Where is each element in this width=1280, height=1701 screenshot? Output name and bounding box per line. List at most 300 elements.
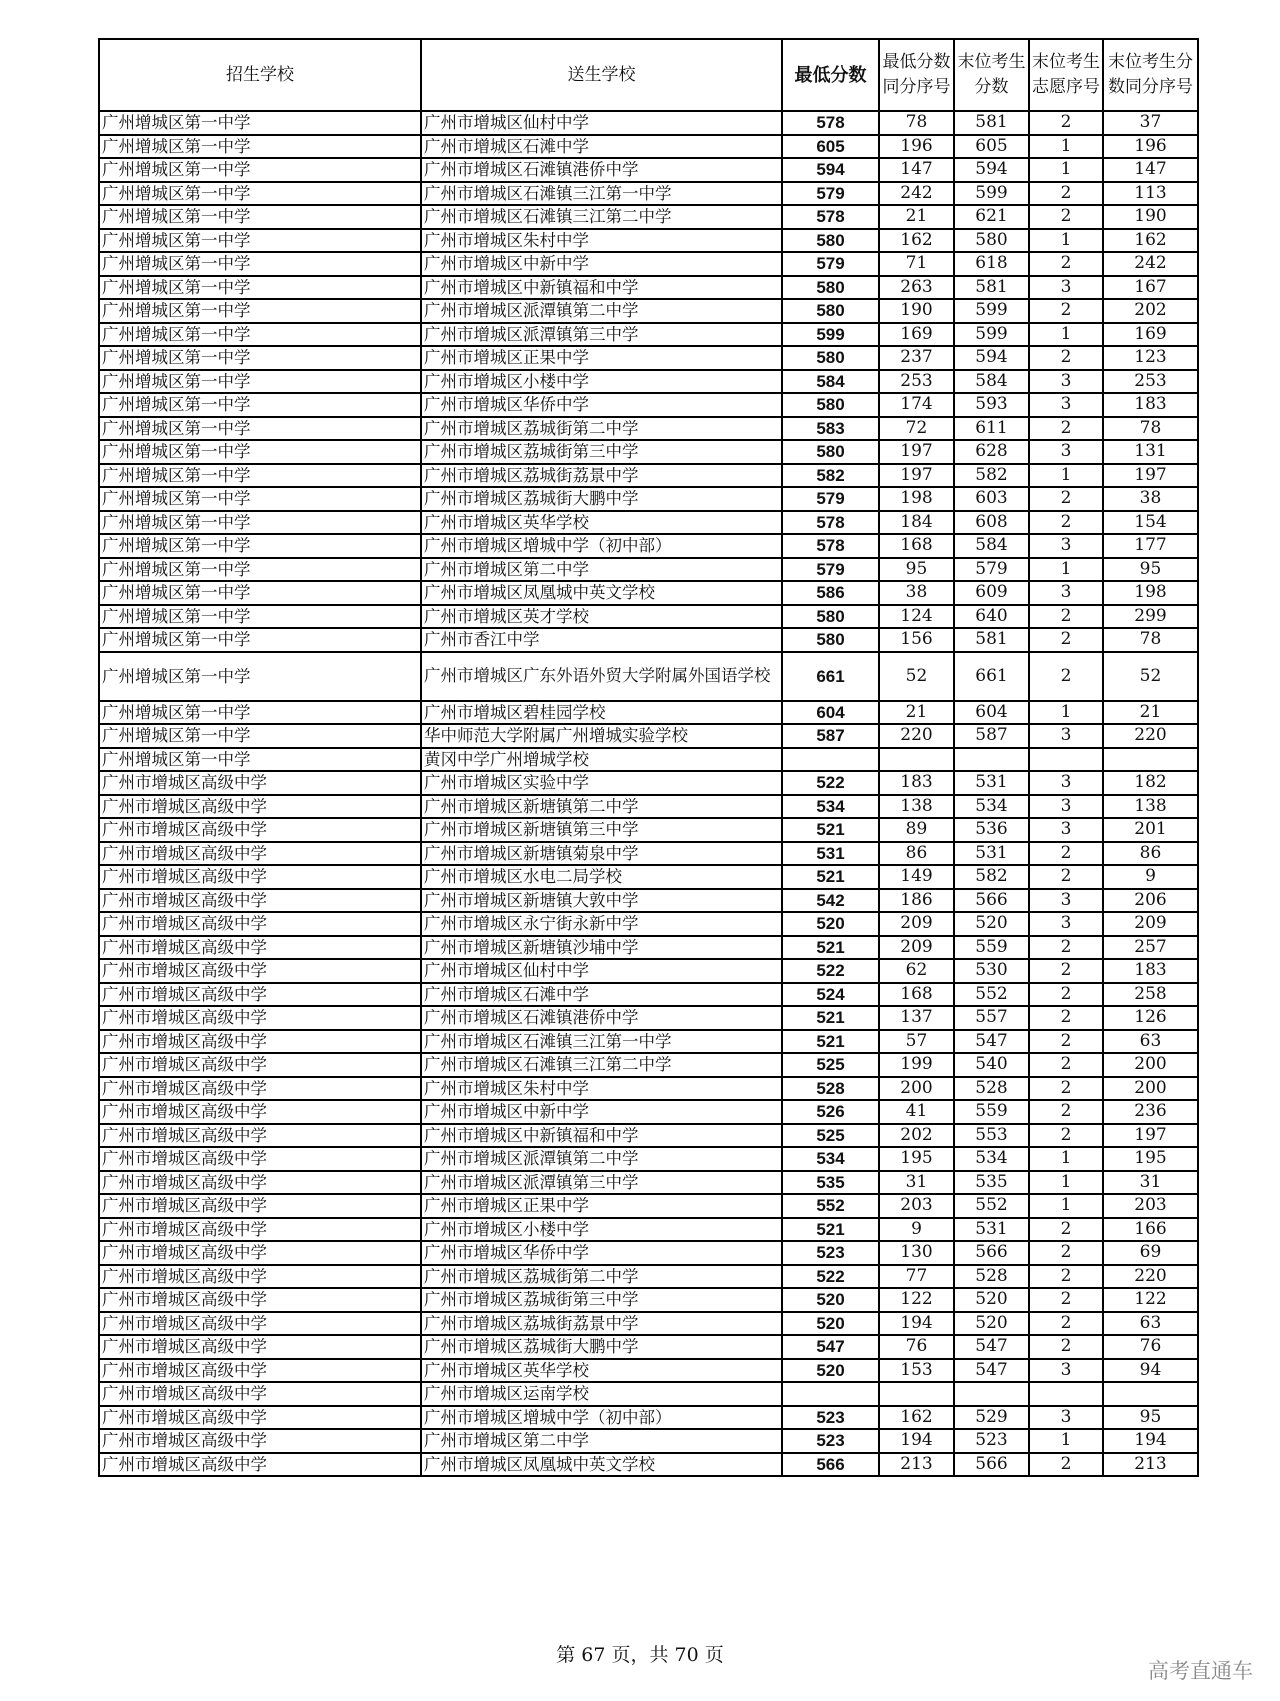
table-row bbox=[99, 865, 1198, 889]
cell-recruiting-school: 广州市增城区高级中学 bbox=[99, 1147, 421, 1171]
cell-sending-school: 广州市增城区英华学校 bbox=[421, 1359, 782, 1383]
cell-last-preference: 2 bbox=[1029, 205, 1103, 229]
cell-recruiting-school: 广州市增城区高级中学 bbox=[99, 818, 421, 842]
cell-min-score-rank: 77 bbox=[879, 1265, 954, 1289]
cell-min-score-rank: 149 bbox=[879, 865, 954, 889]
cell-last-score: 581 bbox=[954, 111, 1029, 135]
cell-recruiting-school: 广州市增城区高级中学 bbox=[99, 771, 421, 795]
cell-last-preference: 2 bbox=[1029, 936, 1103, 960]
cell-last-preference: 2 bbox=[1029, 1335, 1103, 1359]
cell-min-score-rank: 21 bbox=[879, 701, 954, 725]
cell-last-score-rank: 183 bbox=[1103, 959, 1198, 983]
cell-last-preference: 2 bbox=[1029, 1006, 1103, 1030]
table-row bbox=[99, 487, 1198, 511]
cell-min-score: 547 bbox=[782, 1335, 879, 1359]
cell-last-score: 604 bbox=[954, 701, 1029, 725]
cell-last-score-rank: 63 bbox=[1103, 1030, 1198, 1054]
cell-last-score: 581 bbox=[954, 276, 1029, 300]
cell-recruiting-school: 广州增城区第一中学 bbox=[99, 346, 421, 370]
cell-min-score-rank: 156 bbox=[879, 628, 954, 652]
table-row bbox=[99, 818, 1198, 842]
cell-min-score-rank: 186 bbox=[879, 889, 954, 913]
cell-min-score-rank: 184 bbox=[879, 511, 954, 535]
cell-min-score: 579 bbox=[782, 558, 879, 582]
cell-min-score-rank: 194 bbox=[879, 1429, 954, 1453]
cell-last-score bbox=[954, 748, 1029, 772]
cell-min-score: 552 bbox=[782, 1194, 879, 1218]
cell-min-score-rank: 197 bbox=[879, 464, 954, 488]
cell-min-score-rank: 147 bbox=[879, 158, 954, 182]
cell-min-score: 535 bbox=[782, 1171, 879, 1195]
cell-min-score: 542 bbox=[782, 889, 879, 913]
cell-last-score-rank bbox=[1103, 1382, 1198, 1406]
cell-last-score: 566 bbox=[954, 889, 1029, 913]
cell-min-score-rank: 200 bbox=[879, 1077, 954, 1101]
cell-recruiting-school: 广州增城区第一中学 bbox=[99, 205, 421, 229]
cell-last-score: 608 bbox=[954, 511, 1029, 535]
cell-last-score: 520 bbox=[954, 912, 1029, 936]
cell-last-preference: 3 bbox=[1029, 276, 1103, 300]
cell-last-score: 582 bbox=[954, 464, 1029, 488]
table-row bbox=[99, 1359, 1198, 1383]
cell-last-preference: 2 bbox=[1029, 1241, 1103, 1265]
cell-last-score-rank: 131 bbox=[1103, 440, 1198, 464]
cell-last-preference: 3 bbox=[1029, 534, 1103, 558]
cell-last-score: 594 bbox=[954, 346, 1029, 370]
cell-min-score: 579 bbox=[782, 182, 879, 206]
cell-last-score-rank: 126 bbox=[1103, 1006, 1198, 1030]
cell-min-score bbox=[782, 1382, 879, 1406]
cell-recruiting-school: 广州增城区第一中学 bbox=[99, 417, 421, 441]
table-row bbox=[99, 111, 1198, 135]
cell-last-preference: 2 bbox=[1029, 417, 1103, 441]
table-row bbox=[99, 1453, 1198, 1477]
cell-sending-school: 广州市增城区中新中学 bbox=[421, 1100, 782, 1124]
cell-sending-school: 广州市增城区朱村中学 bbox=[421, 229, 782, 253]
cell-min-score-rank: 220 bbox=[879, 724, 954, 748]
cell-last-preference: 2 bbox=[1029, 511, 1103, 535]
table-row bbox=[99, 1100, 1198, 1124]
cell-sending-school: 广州市增城区增城中学（初中部） bbox=[421, 1406, 782, 1430]
cell-last-score: 599 bbox=[954, 299, 1029, 323]
cell-recruiting-school: 广州增城区第一中学 bbox=[99, 393, 421, 417]
cell-recruiting-school: 广州市增城区高级中学 bbox=[99, 1006, 421, 1030]
cell-sending-school: 广州市增城区石滩镇港侨中学 bbox=[421, 158, 782, 182]
cell-min-score: 523 bbox=[782, 1429, 879, 1453]
cell-last-preference: 1 bbox=[1029, 1147, 1103, 1171]
cell-last-score: 581 bbox=[954, 628, 1029, 652]
cell-min-score: 524 bbox=[782, 983, 879, 1007]
cell-last-score-rank: 63 bbox=[1103, 1312, 1198, 1336]
cell-min-score-rank: 57 bbox=[879, 1030, 954, 1054]
cell-last-preference: 2 bbox=[1029, 487, 1103, 511]
cell-recruiting-school: 广州市增城区高级中学 bbox=[99, 1077, 421, 1101]
cell-recruiting-school: 广州市增城区高级中学 bbox=[99, 1335, 421, 1359]
cell-sending-school: 广州市增城区小楼中学 bbox=[421, 370, 782, 394]
cell-last-score-rank: 200 bbox=[1103, 1077, 1198, 1101]
cell-min-score: 523 bbox=[782, 1406, 879, 1430]
table-row bbox=[99, 912, 1198, 936]
cell-min-score-rank: 137 bbox=[879, 1006, 954, 1030]
table-row bbox=[99, 511, 1198, 535]
cell-min-score: 578 bbox=[782, 511, 879, 535]
cell-min-score: 521 bbox=[782, 865, 879, 889]
cell-last-score-rank: 177 bbox=[1103, 534, 1198, 558]
table-row bbox=[99, 652, 1198, 701]
cell-last-score: 599 bbox=[954, 182, 1029, 206]
cell-min-score-rank: 153 bbox=[879, 1359, 954, 1383]
cell-sending-school: 广州市增城区中新镇福和中学 bbox=[421, 1124, 782, 1148]
cell-last-score-rank: 209 bbox=[1103, 912, 1198, 936]
cell-min-score-rank: 199 bbox=[879, 1053, 954, 1077]
table-row bbox=[99, 323, 1198, 347]
cell-min-score: 520 bbox=[782, 1312, 879, 1336]
cell-min-score-rank: 124 bbox=[879, 605, 954, 629]
cell-sending-school: 广州市增城区广东外语外贸大学附属外国语学校 bbox=[421, 652, 782, 701]
cell-last-score-rank: 194 bbox=[1103, 1429, 1198, 1453]
cell-last-score-rank: 52 bbox=[1103, 652, 1198, 701]
cell-min-score: 566 bbox=[782, 1453, 879, 1477]
cell-last-score: 582 bbox=[954, 865, 1029, 889]
cell-min-score-rank: 162 bbox=[879, 1406, 954, 1430]
cell-recruiting-school: 广州市增城区高级中学 bbox=[99, 865, 421, 889]
cell-last-score-rank: 167 bbox=[1103, 276, 1198, 300]
cell-last-score: 531 bbox=[954, 1218, 1029, 1242]
cell-min-score: 521 bbox=[782, 936, 879, 960]
cell-last-preference: 2 bbox=[1029, 605, 1103, 629]
table-row bbox=[99, 393, 1198, 417]
cell-min-score: 580 bbox=[782, 299, 879, 323]
cell-min-score: 528 bbox=[782, 1077, 879, 1101]
cell-recruiting-school: 广州增城区第一中学 bbox=[99, 299, 421, 323]
cell-last-preference: 2 bbox=[1029, 1100, 1103, 1124]
cell-last-score-rank bbox=[1103, 748, 1198, 772]
cell-min-score-rank: 76 bbox=[879, 1335, 954, 1359]
cell-min-score-rank: 197 bbox=[879, 440, 954, 464]
table-row bbox=[99, 605, 1198, 629]
cell-recruiting-school: 广州增城区第一中学 bbox=[99, 464, 421, 488]
cell-last-preference: 3 bbox=[1029, 440, 1103, 464]
cell-sending-school: 广州市增城区石滩镇三江第二中学 bbox=[421, 205, 782, 229]
cell-recruiting-school: 广州市增城区高级中学 bbox=[99, 1429, 421, 1453]
cell-last-score-rank: 21 bbox=[1103, 701, 1198, 725]
cell-recruiting-school: 广州增城区第一中学 bbox=[99, 182, 421, 206]
cell-last-score-rank: 9 bbox=[1103, 865, 1198, 889]
cell-min-score: 534 bbox=[782, 1147, 879, 1171]
cell-last-preference: 2 bbox=[1029, 1077, 1103, 1101]
cell-sending-school: 广州市增城区第二中学 bbox=[421, 1429, 782, 1453]
cell-recruiting-school: 广州市增城区高级中学 bbox=[99, 1218, 421, 1242]
table-row bbox=[99, 795, 1198, 819]
cell-min-score: 578 bbox=[782, 205, 879, 229]
cell-last-preference: 2 bbox=[1029, 865, 1103, 889]
cell-sending-school: 广州市增城区朱村中学 bbox=[421, 1077, 782, 1101]
table-row bbox=[99, 1312, 1198, 1336]
cell-recruiting-school: 广州增城区第一中学 bbox=[99, 558, 421, 582]
table-row bbox=[99, 701, 1198, 725]
cell-sending-school: 广州市增城区新塘镇大敦中学 bbox=[421, 889, 782, 913]
cell-min-score-rank: 162 bbox=[879, 229, 954, 253]
cell-last-score: 536 bbox=[954, 818, 1029, 842]
cell-last-score-rank: 201 bbox=[1103, 818, 1198, 842]
cell-min-score-rank: 263 bbox=[879, 276, 954, 300]
cell-min-score: 586 bbox=[782, 581, 879, 605]
cell-sending-school: 广州市增城区派潭镇第三中学 bbox=[421, 1171, 782, 1195]
cell-last-preference: 2 bbox=[1029, 1453, 1103, 1477]
cell-last-preference: 1 bbox=[1029, 464, 1103, 488]
cell-last-score: 528 bbox=[954, 1265, 1029, 1289]
cell-sending-school: 广州市增城区荔城街第二中学 bbox=[421, 1265, 782, 1289]
cell-last-score-rank: 197 bbox=[1103, 1124, 1198, 1148]
cell-last-score-rank: 220 bbox=[1103, 1265, 1198, 1289]
table-row bbox=[99, 1194, 1198, 1218]
cell-recruiting-school: 广州增城区第一中学 bbox=[99, 581, 421, 605]
cell-last-score-rank: 220 bbox=[1103, 724, 1198, 748]
cell-last-preference: 2 bbox=[1029, 652, 1103, 701]
cell-last-score: 552 bbox=[954, 983, 1029, 1007]
cell-recruiting-school: 广州增城区第一中学 bbox=[99, 111, 421, 135]
cell-min-score: 580 bbox=[782, 628, 879, 652]
table-row bbox=[99, 842, 1198, 866]
cell-recruiting-school: 广州市增城区高级中学 bbox=[99, 1124, 421, 1148]
cell-recruiting-school: 广州市增城区高级中学 bbox=[99, 795, 421, 819]
cell-sending-school: 广州市增城区永宁街永新中学 bbox=[421, 912, 782, 936]
cell-last-score-rank: 253 bbox=[1103, 370, 1198, 394]
cell-min-score-rank: 196 bbox=[879, 135, 954, 159]
cell-sending-school: 广州市增城区石滩镇三江第一中学 bbox=[421, 182, 782, 206]
cell-recruiting-school: 广州增城区第一中学 bbox=[99, 534, 421, 558]
table-row bbox=[99, 534, 1198, 558]
cell-sending-school: 广州市增城区荔城街第二中学 bbox=[421, 417, 782, 441]
cell-last-score-rank: 122 bbox=[1103, 1288, 1198, 1312]
cell-recruiting-school: 广州市增城区高级中学 bbox=[99, 1100, 421, 1124]
cell-last-score: 531 bbox=[954, 771, 1029, 795]
cell-sending-school: 广州市增城区凤凰城中英文学校 bbox=[421, 1453, 782, 1477]
cell-last-score-rank: 197 bbox=[1103, 464, 1198, 488]
cell-last-score-rank: 147 bbox=[1103, 158, 1198, 182]
cell-last-score: 534 bbox=[954, 1147, 1029, 1171]
cell-last-score-rank: 154 bbox=[1103, 511, 1198, 535]
cell-recruiting-school: 广州增城区第一中学 bbox=[99, 158, 421, 182]
header-last-score-rank: 末位考生分数同分序号 bbox=[1103, 39, 1198, 111]
cell-min-score: 521 bbox=[782, 1006, 879, 1030]
cell-min-score-rank: 71 bbox=[879, 252, 954, 276]
cell-last-preference: 1 bbox=[1029, 135, 1103, 159]
cell-last-score-rank: 31 bbox=[1103, 1171, 1198, 1195]
cell-last-score-rank: 190 bbox=[1103, 205, 1198, 229]
cell-min-score: 522 bbox=[782, 771, 879, 795]
cell-last-score: 528 bbox=[954, 1077, 1029, 1101]
cell-recruiting-school: 广州市增城区高级中学 bbox=[99, 842, 421, 866]
cell-recruiting-school: 广州市增城区高级中学 bbox=[99, 889, 421, 913]
cell-min-score: 580 bbox=[782, 605, 879, 629]
cell-sending-school: 广州市增城区正果中学 bbox=[421, 346, 782, 370]
cell-min-score-rank: 86 bbox=[879, 842, 954, 866]
cell-last-score: 618 bbox=[954, 252, 1029, 276]
cell-min-score bbox=[782, 748, 879, 772]
cell-min-score-rank: 62 bbox=[879, 959, 954, 983]
cell-last-score-rank: 138 bbox=[1103, 795, 1198, 819]
cell-last-preference: 2 bbox=[1029, 842, 1103, 866]
table-row bbox=[99, 748, 1198, 772]
table-row bbox=[99, 936, 1198, 960]
cell-min-score-rank: 183 bbox=[879, 771, 954, 795]
cell-last-score: 611 bbox=[954, 417, 1029, 441]
cell-last-score-rank: 299 bbox=[1103, 605, 1198, 629]
cell-last-score-rank: 37 bbox=[1103, 111, 1198, 135]
cell-sending-school: 广州市增城区英才学校 bbox=[421, 605, 782, 629]
cell-last-score: 547 bbox=[954, 1030, 1029, 1054]
cell-min-score-rank: 203 bbox=[879, 1194, 954, 1218]
cell-last-preference: 3 bbox=[1029, 393, 1103, 417]
cell-last-score-rank: 203 bbox=[1103, 1194, 1198, 1218]
cell-sending-school: 广州市增城区石滩中学 bbox=[421, 135, 782, 159]
cell-min-score: 587 bbox=[782, 724, 879, 748]
cell-last-preference: 3 bbox=[1029, 1359, 1103, 1383]
cell-last-score: 535 bbox=[954, 1171, 1029, 1195]
cell-sending-school: 广州市增城区石滩镇三江第一中学 bbox=[421, 1030, 782, 1054]
cell-last-score: 552 bbox=[954, 1194, 1029, 1218]
cell-min-score-rank: 202 bbox=[879, 1124, 954, 1148]
cell-min-score: 605 bbox=[782, 135, 879, 159]
table-row bbox=[99, 464, 1198, 488]
table-row bbox=[99, 417, 1198, 441]
cell-last-preference: 1 bbox=[1029, 323, 1103, 347]
cell-recruiting-school: 广州增城区第一中学 bbox=[99, 135, 421, 159]
cell-sending-school: 广州市增城区新塘镇第三中学 bbox=[421, 818, 782, 842]
table-row bbox=[99, 1335, 1198, 1359]
cell-last-score: 547 bbox=[954, 1335, 1029, 1359]
cell-last-score-rank: 196 bbox=[1103, 135, 1198, 159]
cell-min-score: 520 bbox=[782, 1359, 879, 1383]
cell-last-score-rank: 198 bbox=[1103, 581, 1198, 605]
cell-last-preference: 3 bbox=[1029, 818, 1103, 842]
cell-last-preference: 2 bbox=[1029, 628, 1103, 652]
cell-sending-school: 广州市增城区中新中学 bbox=[421, 252, 782, 276]
cell-min-score: 580 bbox=[782, 276, 879, 300]
cell-recruiting-school: 广州市增城区高级中学 bbox=[99, 1265, 421, 1289]
cell-sending-school: 广州市增城区新塘镇沙埔中学 bbox=[421, 936, 782, 960]
cell-sending-school: 广州市增城区仙村中学 bbox=[421, 111, 782, 135]
table-row bbox=[99, 724, 1198, 748]
cell-last-preference: 2 bbox=[1029, 182, 1103, 206]
cell-recruiting-school: 广州市增城区高级中学 bbox=[99, 1171, 421, 1195]
cell-last-preference: 1 bbox=[1029, 701, 1103, 725]
cell-recruiting-school: 广州增城区第一中学 bbox=[99, 276, 421, 300]
cell-min-score-rank: 52 bbox=[879, 652, 954, 701]
cell-last-score-rank: 113 bbox=[1103, 182, 1198, 206]
header-last-preference: 末位考生志愿序号 bbox=[1029, 39, 1103, 111]
cell-sending-school: 广州市增城区新塘镇第二中学 bbox=[421, 795, 782, 819]
cell-recruiting-school: 广州增城区第一中学 bbox=[99, 605, 421, 629]
cell-min-score-rank: 194 bbox=[879, 1312, 954, 1336]
cell-sending-school: 广州市增城区仙村中学 bbox=[421, 959, 782, 983]
cell-last-score: 559 bbox=[954, 936, 1029, 960]
header-min-score: 最低分数 bbox=[782, 39, 879, 111]
cell-last-score: 547 bbox=[954, 1359, 1029, 1383]
cell-min-score: 526 bbox=[782, 1100, 879, 1124]
cell-last-score: 520 bbox=[954, 1288, 1029, 1312]
cell-recruiting-school: 广州增城区第一中学 bbox=[99, 652, 421, 701]
cell-last-score-rank: 78 bbox=[1103, 628, 1198, 652]
cell-last-score: 579 bbox=[954, 558, 1029, 582]
cell-last-score: 529 bbox=[954, 1406, 1029, 1430]
cell-sending-school: 广州市增城区荔城街第三中学 bbox=[421, 1288, 782, 1312]
cell-sending-school: 广州市增城区运南学校 bbox=[421, 1382, 782, 1406]
watermark: 高考直通车 bbox=[1148, 1659, 1253, 1683]
cell-last-score-rank: 257 bbox=[1103, 936, 1198, 960]
cell-last-score-rank: 95 bbox=[1103, 1406, 1198, 1430]
cell-last-preference: 1 bbox=[1029, 229, 1103, 253]
cell-last-preference: 3 bbox=[1029, 370, 1103, 394]
cell-last-score: 534 bbox=[954, 795, 1029, 819]
cell-min-score-rank bbox=[879, 748, 954, 772]
cell-recruiting-school: 广州增城区第一中学 bbox=[99, 628, 421, 652]
cell-recruiting-school: 广州增城区第一中学 bbox=[99, 511, 421, 535]
cell-sending-school: 广州市增城区荔城街大鹏中学 bbox=[421, 487, 782, 511]
cell-min-score-rank: 195 bbox=[879, 1147, 954, 1171]
cell-last-score: 621 bbox=[954, 205, 1029, 229]
header-last-score: 末位考生分数 bbox=[954, 39, 1029, 111]
cell-last-score: 530 bbox=[954, 959, 1029, 983]
cell-last-score: 580 bbox=[954, 229, 1029, 253]
cell-last-preference: 1 bbox=[1029, 158, 1103, 182]
cell-min-score: 531 bbox=[782, 842, 879, 866]
table-row bbox=[99, 1406, 1198, 1430]
cell-recruiting-school: 广州增城区第一中学 bbox=[99, 440, 421, 464]
cell-recruiting-school: 广州市增城区高级中学 bbox=[99, 1194, 421, 1218]
table-row bbox=[99, 771, 1198, 795]
cell-last-preference: 3 bbox=[1029, 795, 1103, 819]
cell-min-score-rank: 31 bbox=[879, 1171, 954, 1195]
cell-min-score-rank: 209 bbox=[879, 936, 954, 960]
cell-sending-school: 广州市增城区荔城街荔景中学 bbox=[421, 464, 782, 488]
cell-recruiting-school: 广州增城区第一中学 bbox=[99, 724, 421, 748]
cell-recruiting-school: 广州市增城区高级中学 bbox=[99, 1382, 421, 1406]
header-sending-school: 送生学校 bbox=[421, 39, 782, 111]
cell-sending-school: 广州市增城区派潭镇第三中学 bbox=[421, 323, 782, 347]
cell-min-score-rank: 209 bbox=[879, 912, 954, 936]
cell-last-score-rank: 236 bbox=[1103, 1100, 1198, 1124]
cell-last-score: 540 bbox=[954, 1053, 1029, 1077]
table-row bbox=[99, 959, 1198, 983]
cell-last-score-rank: 166 bbox=[1103, 1218, 1198, 1242]
cell-min-score: 594 bbox=[782, 158, 879, 182]
cell-last-preference: 3 bbox=[1029, 724, 1103, 748]
cell-last-preference: 3 bbox=[1029, 581, 1103, 605]
table-row bbox=[99, 346, 1198, 370]
table-row bbox=[99, 135, 1198, 159]
table-row bbox=[99, 1053, 1198, 1077]
cell-sending-school: 广州市增城区第二中学 bbox=[421, 558, 782, 582]
cell-last-preference: 2 bbox=[1029, 1265, 1103, 1289]
cell-last-preference: 3 bbox=[1029, 912, 1103, 936]
cell-recruiting-school: 广州增城区第一中学 bbox=[99, 487, 421, 511]
cell-min-score: 520 bbox=[782, 912, 879, 936]
cell-last-score: 566 bbox=[954, 1453, 1029, 1477]
cell-last-score: 559 bbox=[954, 1100, 1029, 1124]
cell-last-preference: 1 bbox=[1029, 1429, 1103, 1453]
cell-last-score-rank: 200 bbox=[1103, 1053, 1198, 1077]
cell-sending-school: 广州市增城区实验中学 bbox=[421, 771, 782, 795]
cell-min-score-rank: 253 bbox=[879, 370, 954, 394]
cell-min-score-rank: 72 bbox=[879, 417, 954, 441]
cell-last-preference bbox=[1029, 748, 1103, 772]
cell-last-preference bbox=[1029, 1382, 1103, 1406]
table-row bbox=[99, 581, 1198, 605]
cell-last-preference: 2 bbox=[1029, 252, 1103, 276]
cell-min-score: 580 bbox=[782, 229, 879, 253]
